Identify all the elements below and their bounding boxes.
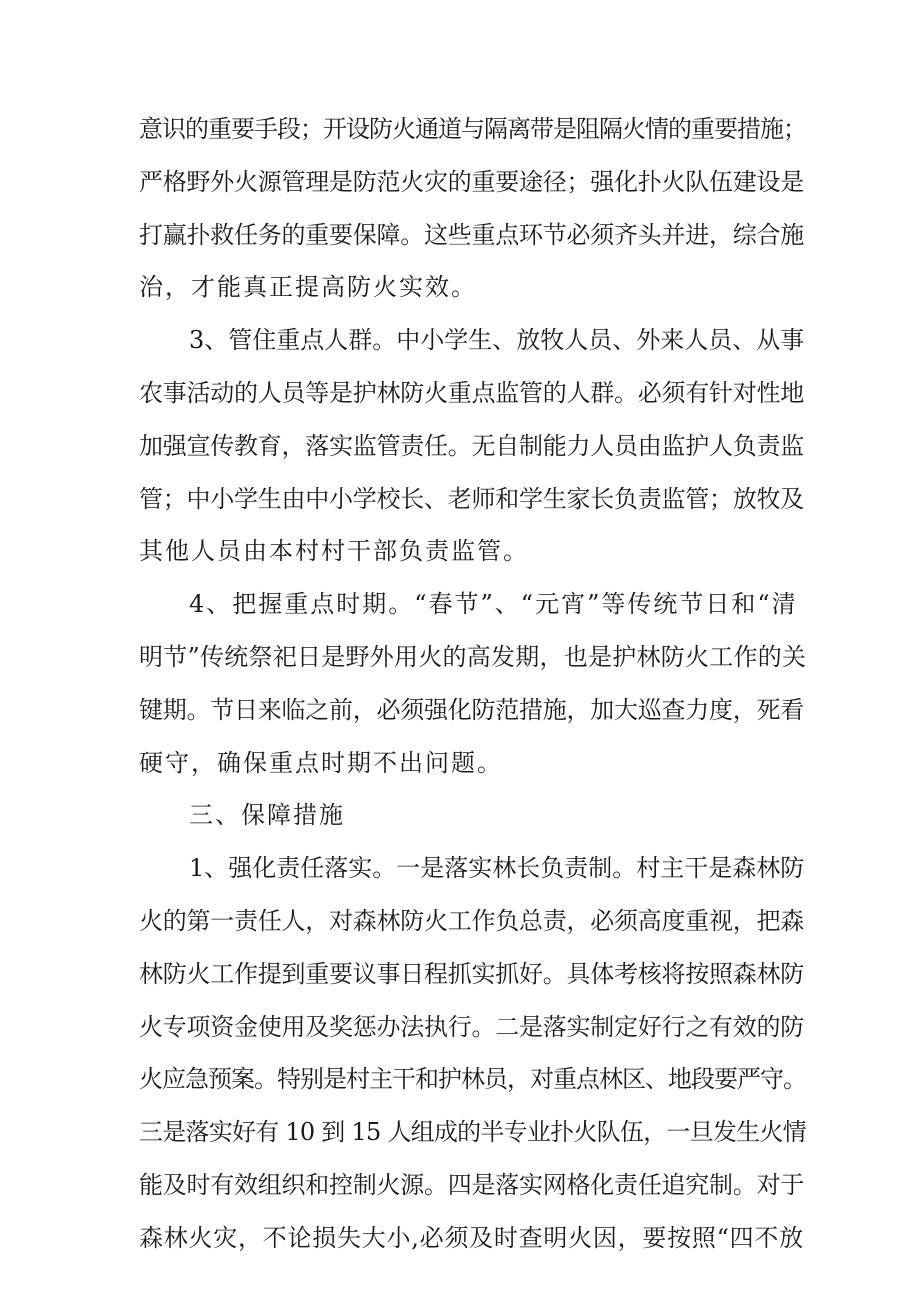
- section-heading: 三、保障措施: [189, 801, 345, 830]
- text-line: 农事活动的人员等是护林防火重点监管的人群。必须有针对性地: [139, 378, 804, 407]
- text-line: 三是落实好有 10 到 15 人组成的半专业扑火队伍，一旦发生火情: [139, 1118, 806, 1147]
- text-line: 其他人员由本村村干部负责监管。: [139, 537, 529, 566]
- text-line: 管；中小学生由中小学校长、老师和学生家长负责监管；放牧及: [139, 484, 804, 513]
- paragraph-first-line: 1、强化责任落实。一是落实林长负责制。村主干是森林防: [189, 854, 805, 883]
- text-line: 严格野外火源管理是防范火灾的重要途径；强化扑火队伍建设是: [139, 167, 804, 196]
- document-body: [139, 103, 806, 1265]
- text-line: 打赢扑救任务的重要保障。这些重点环节必须齐头并进，综合施: [139, 220, 804, 249]
- text-line: 键期。节日来临之前，必须强化防范措施，加大巡查力度，死看: [139, 695, 804, 724]
- text-line: 能及时有效组织和控制火源。四是落实网格化责任追究制。对于: [139, 1170, 804, 1199]
- text-line: 森林火灾，不论损失大小,必须及时查明火因，要按照“四不放: [139, 1223, 804, 1252]
- text-line: 火专项资金使用及奖惩办法执行。二是落实制定好行之有效的防: [139, 1012, 804, 1041]
- paragraph-first-line: 4、把握重点时期。“春节”、“元宵”等传统节日和“清: [189, 590, 798, 619]
- text-line: 意识的重要手段；开设防火通道与隔离带是阻隔火情的重要措施；: [139, 115, 806, 143]
- text-line: 治，才能真正提高防火实效。: [139, 273, 477, 302]
- text-line: 硬守，确保重点时期不出问题。: [139, 748, 503, 777]
- text-line: 火应急预案。特别是村主干和护林员，对重点林区、地段要严守。: [139, 1065, 806, 1094]
- text-line: 火的第一责任人，对森林防火工作负总责，必须高度重视，把森: [139, 906, 804, 935]
- text-line: 加强宣传教育，落实监管责任。无自制能力人员由监护人负责监: [139, 431, 804, 460]
- paragraph-first-line: 3、管住重点人群。中小学生、放牧人员、外来人员、从事: [189, 326, 805, 355]
- text-line: 明节”传统祭祀日是野外用火的高发期，也是护林防火工作的关: [139, 642, 807, 671]
- text-line: 林防火工作提到重要议事日程抓实抓好。具体考核将按照森林防: [139, 959, 804, 988]
